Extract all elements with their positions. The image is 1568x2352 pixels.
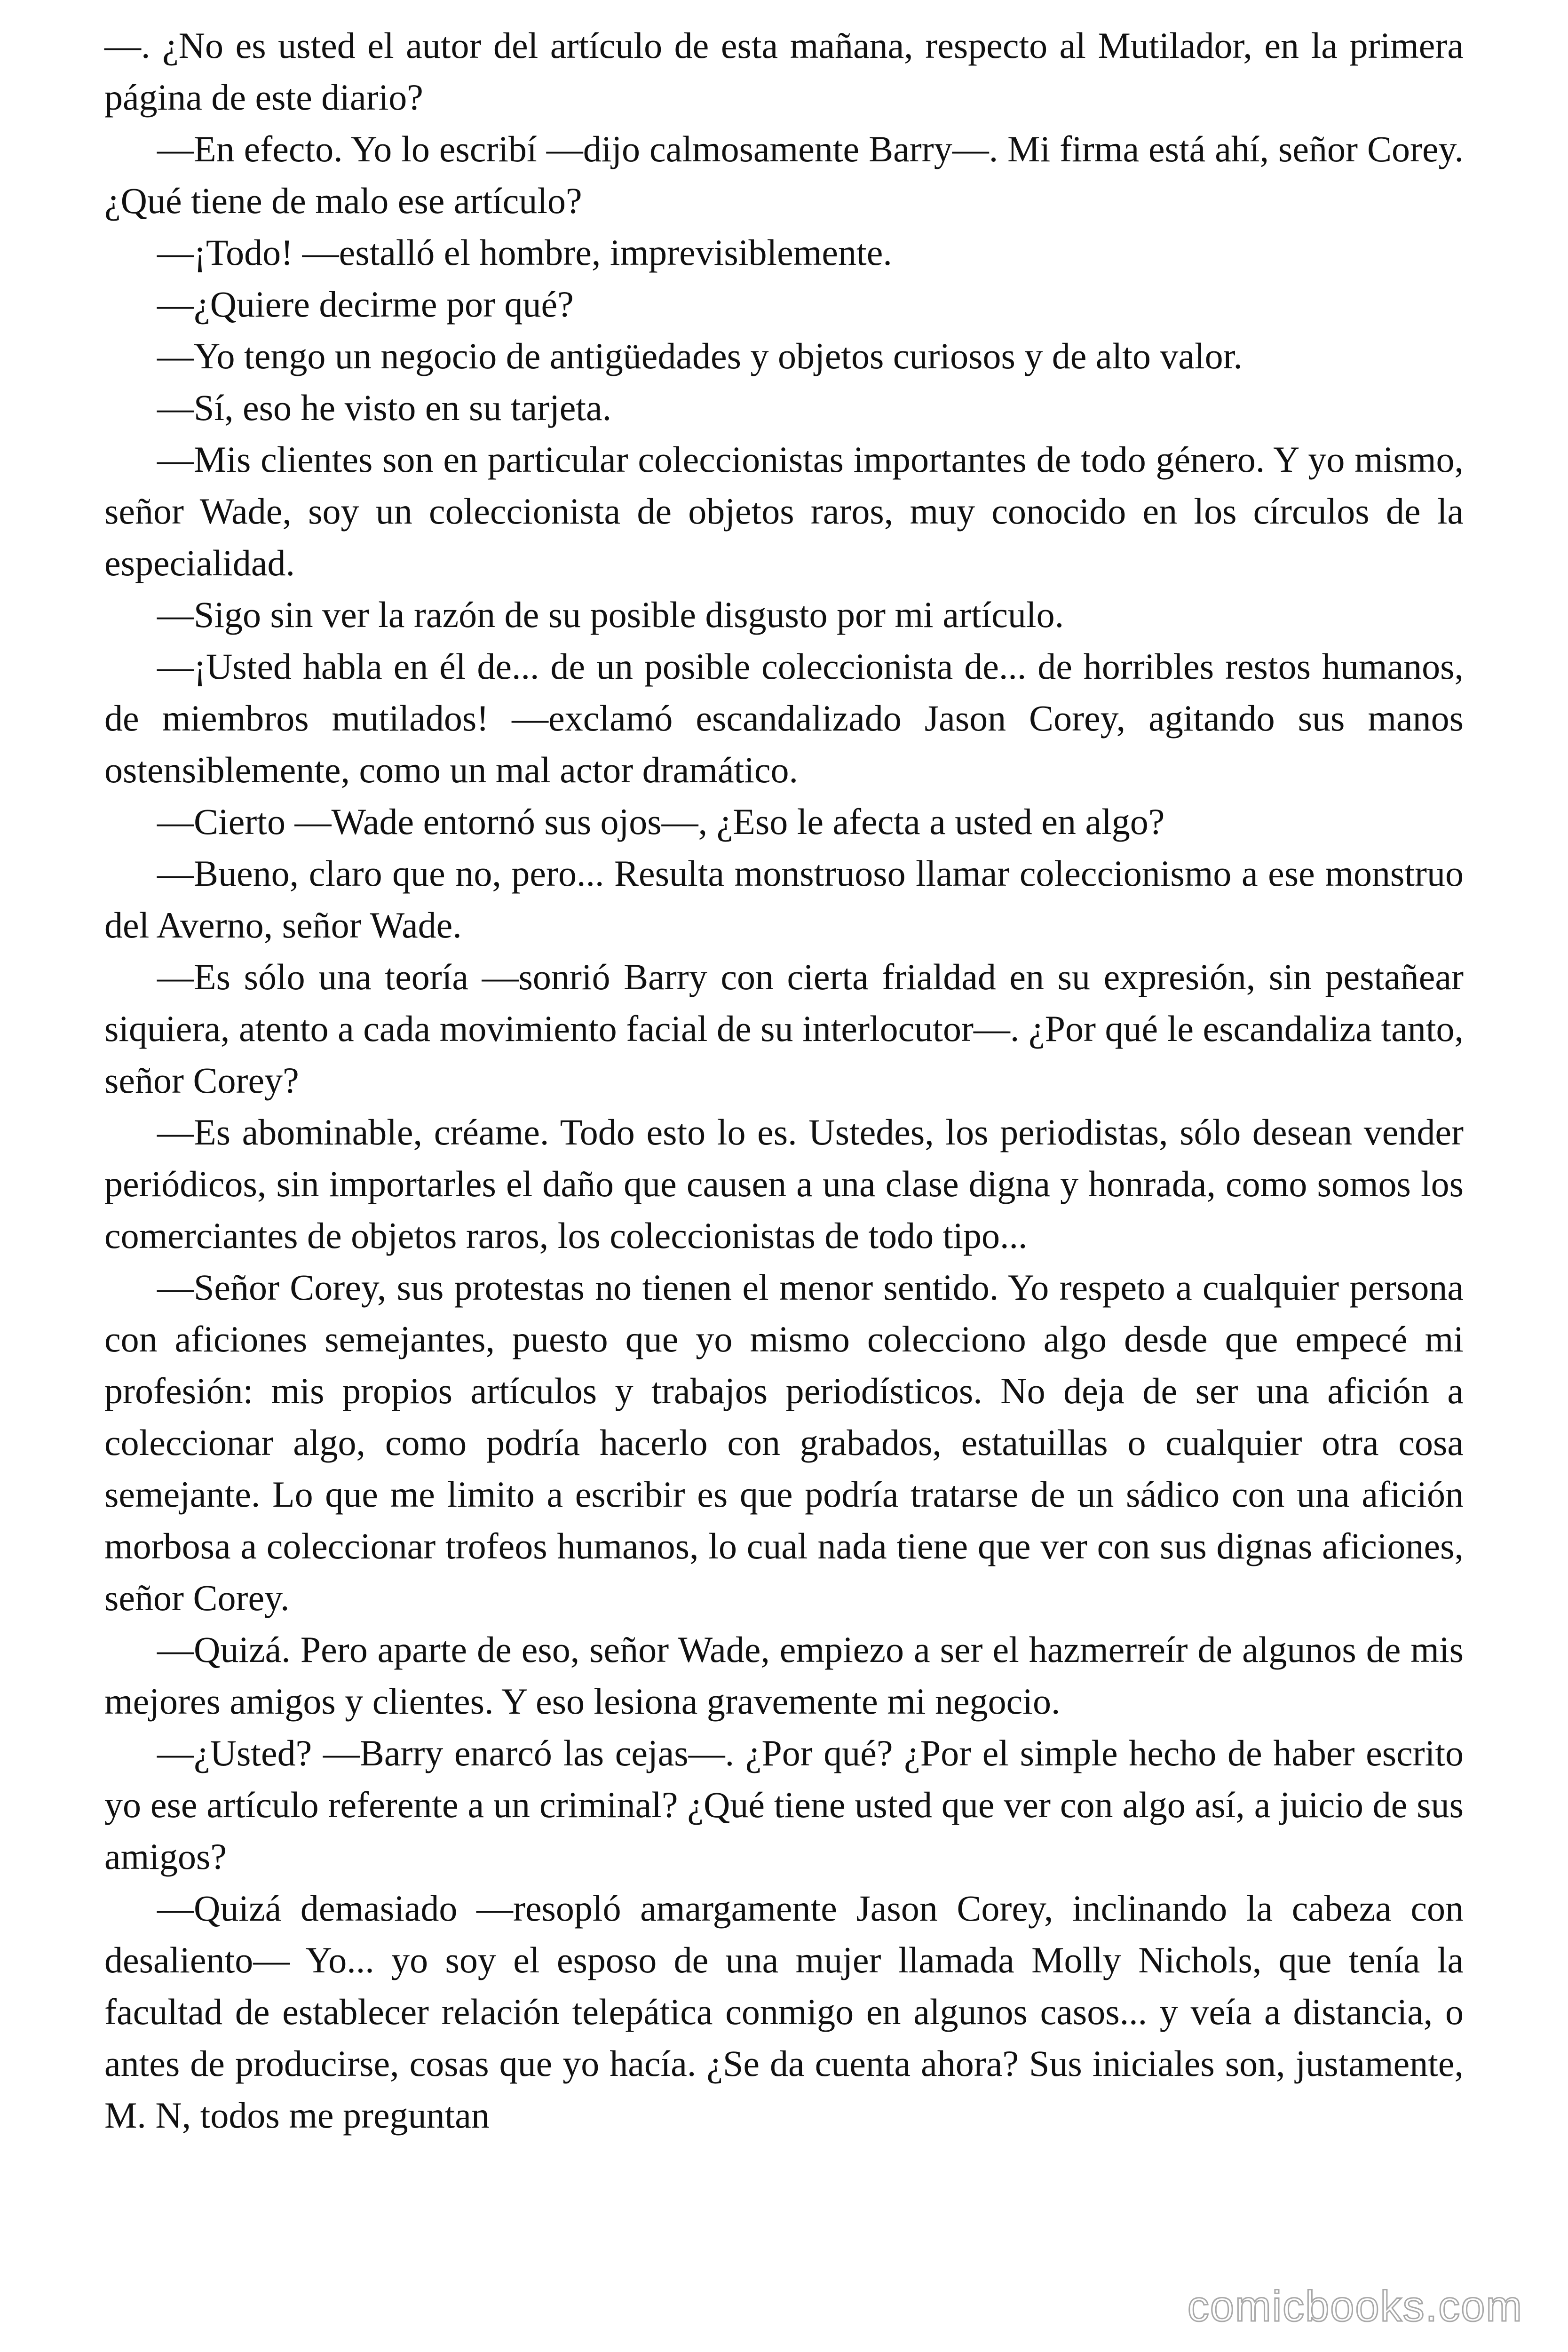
paragraph: —Quizá. Pero aparte de eso, señor Wade, empiezo a ser el hazmerreír de algunos de mis mejores amigos y clientes. Y eso lesiona gravemente mi negocio. — [104, 1629, 1464, 1722]
paragraph: —Es abominable, créame. Todo esto lo es. Ustedes, los periodistas, sólo desean vender periódicos, sin importarles el daño que causen a una clase digna y honrada, como somos los comerciantes de objetos raros, los coleccionistas de todo tipo... — [104, 1112, 1464, 1256]
paragraph: —¿Quiere decirme por qué? — [157, 284, 574, 325]
paragraph: —Mis clientes son en particular coleccionistas importantes de todo género. Y yo mismo, señor Wade, soy un coleccionista de objetos raros, muy conocido en los círculos de la especialidad. — [104, 439, 1464, 583]
paragraph: —. ¿No es usted el autor del artículo de esta mañana, respecto al Mutilador, en la primera página de este diario? — [104, 25, 1464, 118]
paragraph: —Es sólo una teoría —sonrió Barry con cierta frialdad en su expresión, sin pestañear siquiera, atento a cada movimiento facial de su interlocutor—. ¿Por qué le escandaliza tanto, señor Corey? — [104, 956, 1464, 1101]
paragraph: —Sigo sin ver la razón de su posible disgusto por mi artículo. — [157, 594, 1064, 635]
document-page — [104, 20, 1464, 2141]
paragraph: —Bueno, claro que no, pero... Resulta monstruoso llamar coleccionismo a ese monstruo del Averno, señor Wade. — [104, 853, 1464, 946]
watermark: comicbooks.com — [1187, 2282, 1523, 2330]
paragraph: —Quizá demasiado —resopló amargamente Jason Corey, inclinando la cabeza con desaliento— Yo... yo soy el esposo de una mujer llamada Molly Nichols, que tenía la facultad de establecer relación telepática conmigo en algunos casos... y veía a distancia, o antes de producirse, cosas que yo hacía. ¿Se da cuenta ahora? Sus iniciales son, justamente, M. N, todos me preguntan — [104, 1888, 1464, 2136]
paragraph: —Sí, eso he visto en su tarjeta. — [157, 387, 612, 428]
paragraph: —Cierto —Wade entornó sus ojos—, ¿Eso le afecta a usted en algo? — [157, 801, 1165, 842]
paragraph: —¿Usted? —Barry enarcó las cejas—. ¿Por qué? ¿Por el simple hecho de haber escrito yo ese artículo referente a un criminal? ¿Qué tiene usted que ver con algo así, a juicio de sus amigos? — [104, 1732, 1464, 1877]
paragraph: —Yo tengo un negocio de antigüedades y objetos curiosos y de alto valor. — [157, 335, 1243, 376]
paragraph: —¡Todo! —estalló el hombre, imprevisiblemente. — [157, 232, 892, 273]
paragraph: —¡Usted habla en él de... de un posible coleccionista de... de horribles restos humanos, de miembros mutilados! —exclamó escandalizado Jason Corey, agitando sus manos ostensiblemente, como un mal actor dramático. — [104, 646, 1464, 790]
paragraph: —Señor Corey, sus protestas no tienen el menor sentido. Yo respeto a cualquier persona con aficiones semejantes, puesto que yo mismo colecciono algo desde que empecé mi profesión: mis propios artículos y trabajos periodísticos. No deja de ser una afición a coleccionar algo, como podría hacerlo con grabados, estatuillas o cualquier otra cosa semejante. Lo que me limito a escribir es que podría tratarse de un sádico con una afición morbosa a coleccionar trofeos humanos, lo cual nada tiene que ver con sus dignas aficiones, señor Corey. — [104, 1267, 1464, 1618]
paragraph: —En efecto. Yo lo escribí —dijo calmosamente Barry—. Mi firma está ahí, señor Corey. ¿Qué tiene de malo ese artículo? — [104, 128, 1464, 221]
